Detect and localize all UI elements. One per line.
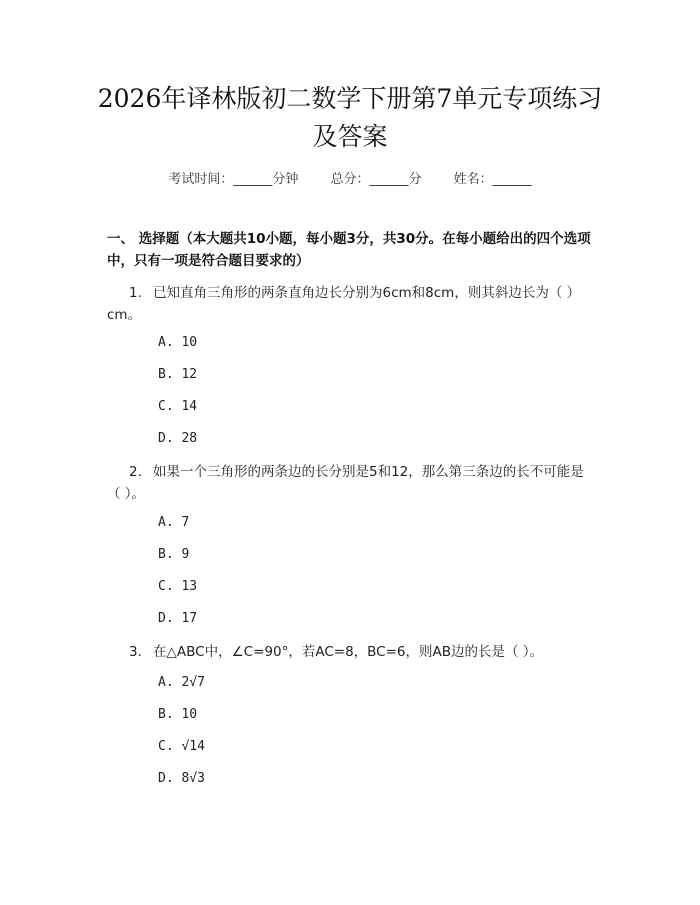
question-number: 3. xyxy=(129,644,142,660)
option: D. 28 xyxy=(158,431,198,446)
question-2 xyxy=(107,461,597,505)
question-number: 1. xyxy=(129,285,142,301)
option: B. 9 xyxy=(158,547,190,562)
question-number: 2. xyxy=(129,464,142,480)
option: D. 8√3 xyxy=(158,771,205,786)
option: A. 7 xyxy=(158,515,190,530)
option: B. 10 xyxy=(158,707,198,722)
option: B. 12 xyxy=(158,367,198,382)
option: A. 2√7 xyxy=(158,675,205,690)
question-text: 如果一个三角形的两条边的长分别是5和12，那么第三条边的长不可能是（ ）。 xyxy=(107,464,584,502)
option: C. 14 xyxy=(158,399,198,414)
exam-score: 总分：______分 xyxy=(330,172,422,187)
question-text: 在△ABC中，∠C=90°，若AC=8，BC=6，则AB边的长是（ ）。 xyxy=(153,644,544,660)
option: C. √14 xyxy=(158,739,205,754)
question-text: 已知直角三角形的两条直角边长分别为6cm和8cm，则其斜边长为（ ）cm。 xyxy=(107,285,581,323)
student-name: 姓名：______ xyxy=(453,172,532,187)
document-title: 2026年译林版初二数学下册第7单元专项练习及答案 xyxy=(97,84,603,151)
exam-info xyxy=(0,168,700,187)
option: C. 13 xyxy=(158,579,198,594)
option: A. 10 xyxy=(158,335,198,350)
question-1 xyxy=(107,282,597,326)
section-heading: 一、 选择题（本大题共10小题，每小题3分，共30分。在每小题给出的四个选项中，只有一项是符合题目要求的） xyxy=(107,231,591,269)
option: D. 17 xyxy=(158,611,198,626)
question-3 xyxy=(107,641,597,663)
exam-time: 考试时间：______分钟 xyxy=(168,172,299,187)
